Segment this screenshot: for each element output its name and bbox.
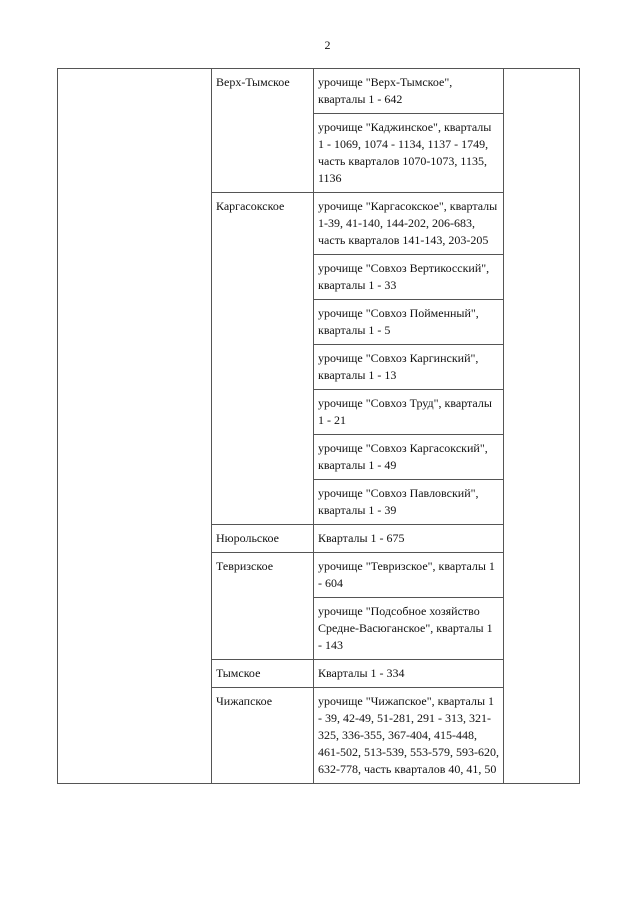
quarter-description: Кварталы 1 - 675 — [314, 525, 504, 553]
quarter-description: урочище "Совхоз Каргасокский", кварталы 1 - 49 — [314, 435, 504, 480]
quarter-description: урочище "Совхоз Вертикосский", кварталы 1 - 33 — [314, 255, 504, 300]
quarter-description: урочище "Каджинское", кварталы 1 - 1069, 1074 - 1134, 1137 - 1749, часть кварталов 1070-1073, 1135, 1136 — [314, 114, 504, 193]
quarter-description: урочище "Тевризское", кварталы 1 - 604 — [314, 553, 504, 598]
forestry-name: Каргасокское — [212, 193, 314, 525]
quarter-description: Кварталы 1 - 334 — [314, 660, 504, 688]
table-row — [58, 69, 580, 114]
quarter-description: урочище "Каргасокское", кварталы 1-39, 41-140, 144-202, 206-683, часть кварталов 141-143, 203-205 — [314, 193, 504, 255]
notes-cell — [504, 69, 580, 784]
forestry-name: Чижапское — [212, 688, 314, 784]
page-number: 2 — [324, 38, 331, 52]
forestry-name: Тымское — [212, 660, 314, 688]
forestry-name: Нюрольское — [212, 525, 314, 553]
quarter-description: урочище "Чижапское", кварталы 1 - 39, 42-49, 51-281, 291 - 313, 321-325, 336-355, 367-404, 415-448, 461-502, 513-539, 553-579, 593-620, 632-778, часть кварталов 40, 41, 50 — [314, 688, 504, 784]
quarter-description: урочище "Совхоз Каргинский", кварталы 1 - 13 — [314, 345, 504, 390]
quarter-description: урочище "Совхоз Труд", кварталы 1 - 21 — [314, 390, 504, 435]
forestry-name: Тевризское — [212, 553, 314, 660]
forestry-name: Верх-Тымское — [212, 69, 314, 193]
quarter-description: урочище "Совхоз Пойменный", кварталы 1 - 5 — [314, 300, 504, 345]
quarter-description: урочище "Верх-Тымское", кварталы 1 - 642 — [314, 69, 504, 114]
quarter-description: урочище "Совхоз Павловский", кварталы 1 - 39 — [314, 480, 504, 525]
forestry-table — [57, 68, 580, 784]
region-cell — [58, 69, 212, 784]
quarter-description: урочище "Подсобное хозяйство Средне-Васюганское", кварталы 1 - 143 — [314, 598, 504, 660]
